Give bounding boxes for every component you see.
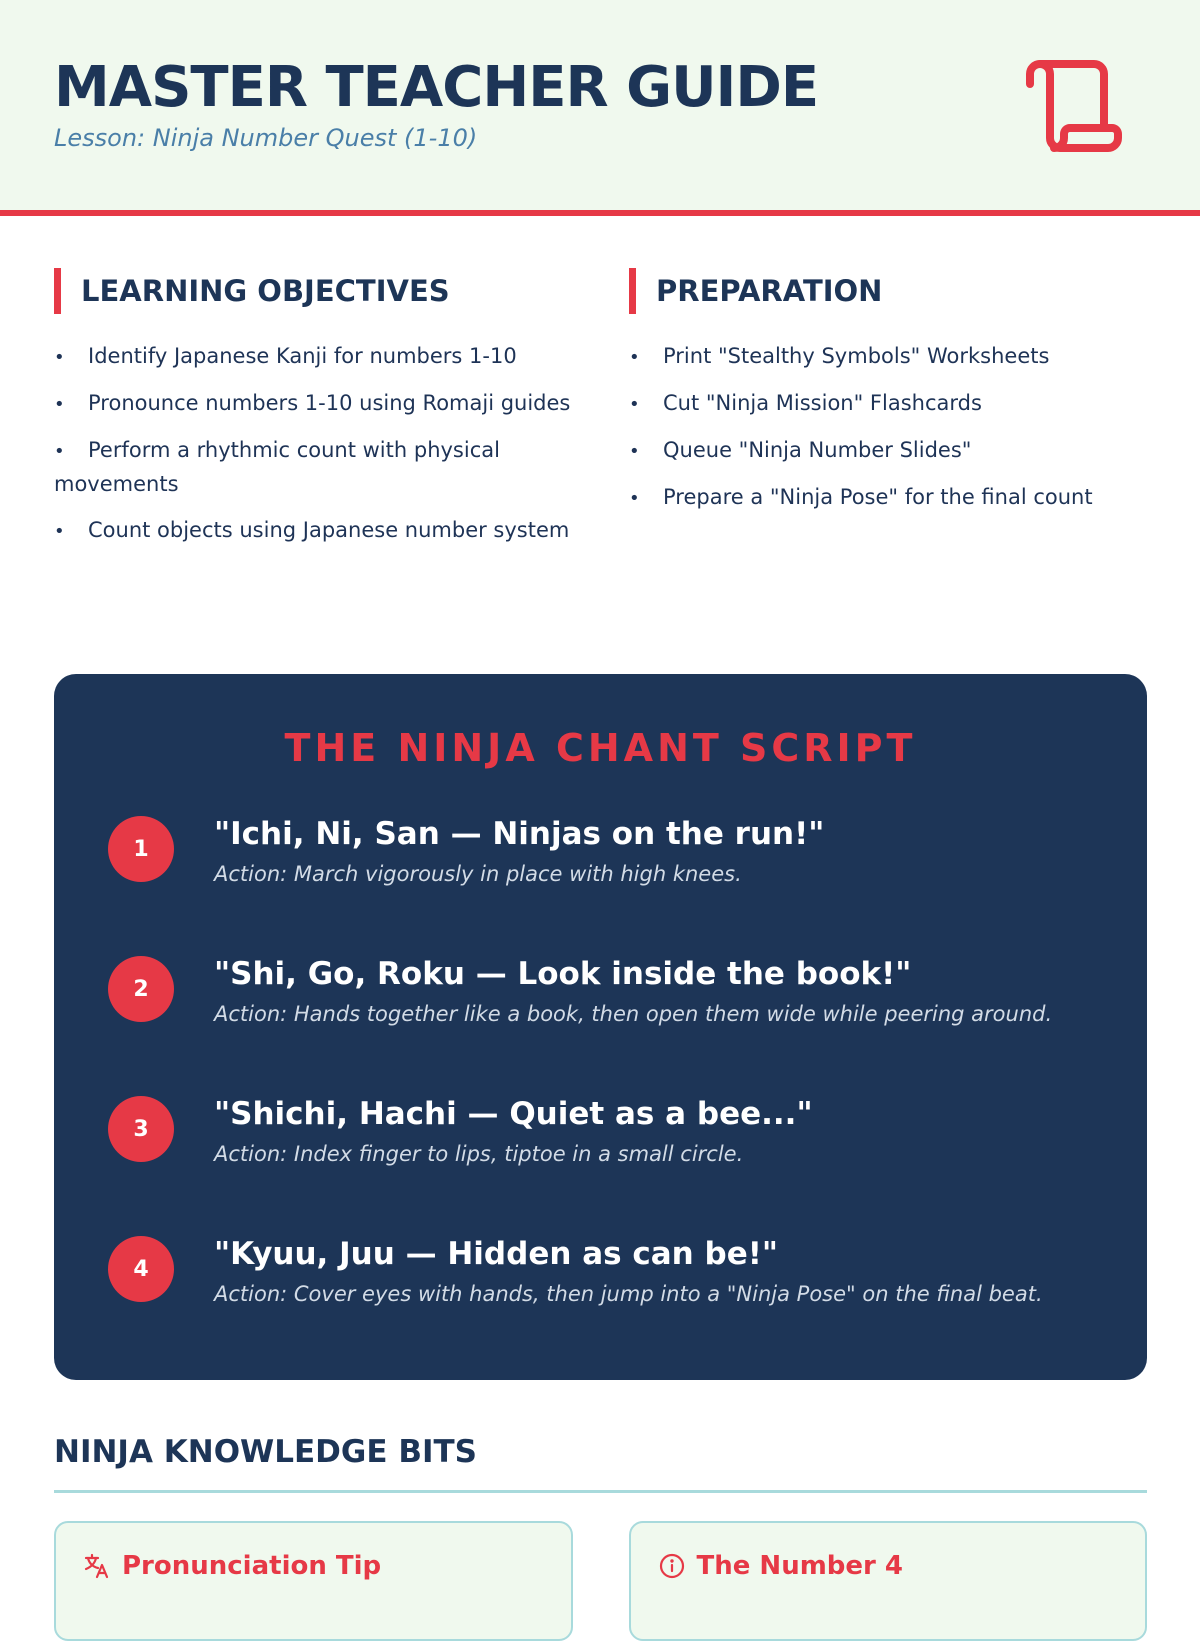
list-item: • Queue "Ninja Number Slides"	[629, 438, 972, 462]
chant-action: Action: Hands together like a book, then open them wide while peering around.	[214, 1002, 1053, 1026]
card-title: Pronunciation Tip	[122, 1551, 382, 1581]
lesson-subtitle: Lesson: Ninja Number Quest (1-10)	[54, 124, 478, 152]
step-number-badge: 2	[108, 956, 174, 1022]
page-header	[0, 0, 1200, 216]
chant-step	[108, 1094, 1093, 1234]
list-item: • Perform a rhythmic count with physical movements	[54, 438, 500, 496]
list-item: • Cut "Ninja Mission" Flashcards	[629, 391, 982, 415]
chant-step	[108, 1234, 1093, 1374]
knowledge-cards	[54, 1521, 1147, 1641]
step-number-badge: 3	[108, 1096, 174, 1162]
chant-action: Action: Index finger to lips, tiptoe in a small circle.	[214, 1142, 744, 1166]
translate-icon	[84, 1553, 110, 1579]
chant-step	[108, 954, 1093, 1094]
chant-line: "Kyuu, Juu — Hidden as can be!"	[214, 1236, 779, 1272]
chant-line: "Ichi, Ni, San — Ninjas on the run!"	[214, 816, 825, 852]
card-title: The Number 4	[696, 1551, 904, 1581]
objectives-heading: LEARNING OBJECTIVES	[54, 268, 571, 314]
page-title: MASTER TEACHER GUIDE	[54, 55, 819, 120]
chant-action: Action: March vigorously in place with high knees.	[214, 862, 742, 886]
pronunciation-tip-card	[54, 1521, 573, 1641]
list-item: • Pronounce numbers 1-10 using Romaji guides	[54, 391, 571, 415]
chant-step	[108, 814, 1093, 954]
step-number-badge: 1	[108, 816, 174, 882]
chant-action: Action: Cover eyes with hands, then jump into a "Ninja Pose" on the final beat.	[214, 1282, 1043, 1306]
list-item: • Print "Stealthy Symbols" Worksheets	[629, 344, 1050, 368]
objectives-list	[54, 340, 571, 548]
step-number-badge: 4	[108, 1236, 174, 1302]
chant-line: "Shichi, Hachi — Quiet as a bee..."	[214, 1096, 813, 1132]
learning-objectives	[54, 268, 571, 660]
chant-script-panel	[54, 674, 1147, 1380]
list-item: • Count objects using Japanese number system	[54, 518, 570, 542]
list-item: • Prepare a "Ninja Pose" for the final count	[629, 485, 1093, 509]
knowledge-section	[54, 1434, 1147, 1641]
overview-columns	[0, 216, 1200, 660]
preparation	[629, 268, 1146, 660]
knowledge-heading: NINJA KNOWLEDGE BITS	[54, 1434, 1147, 1493]
list-item: • Identify Japanese Kanji for numbers 1-10	[54, 344, 517, 368]
preparation-list	[629, 340, 1146, 515]
chant-line: "Shi, Go, Roku — Look inside the book!"	[214, 956, 912, 992]
scroll-icon	[1024, 60, 1122, 154]
number-four-card	[629, 1521, 1148, 1641]
preparation-heading: PREPARATION	[629, 268, 1146, 314]
info-icon	[659, 1553, 685, 1579]
chant-title: THE NINJA CHANT SCRIPT	[284, 726, 917, 770]
